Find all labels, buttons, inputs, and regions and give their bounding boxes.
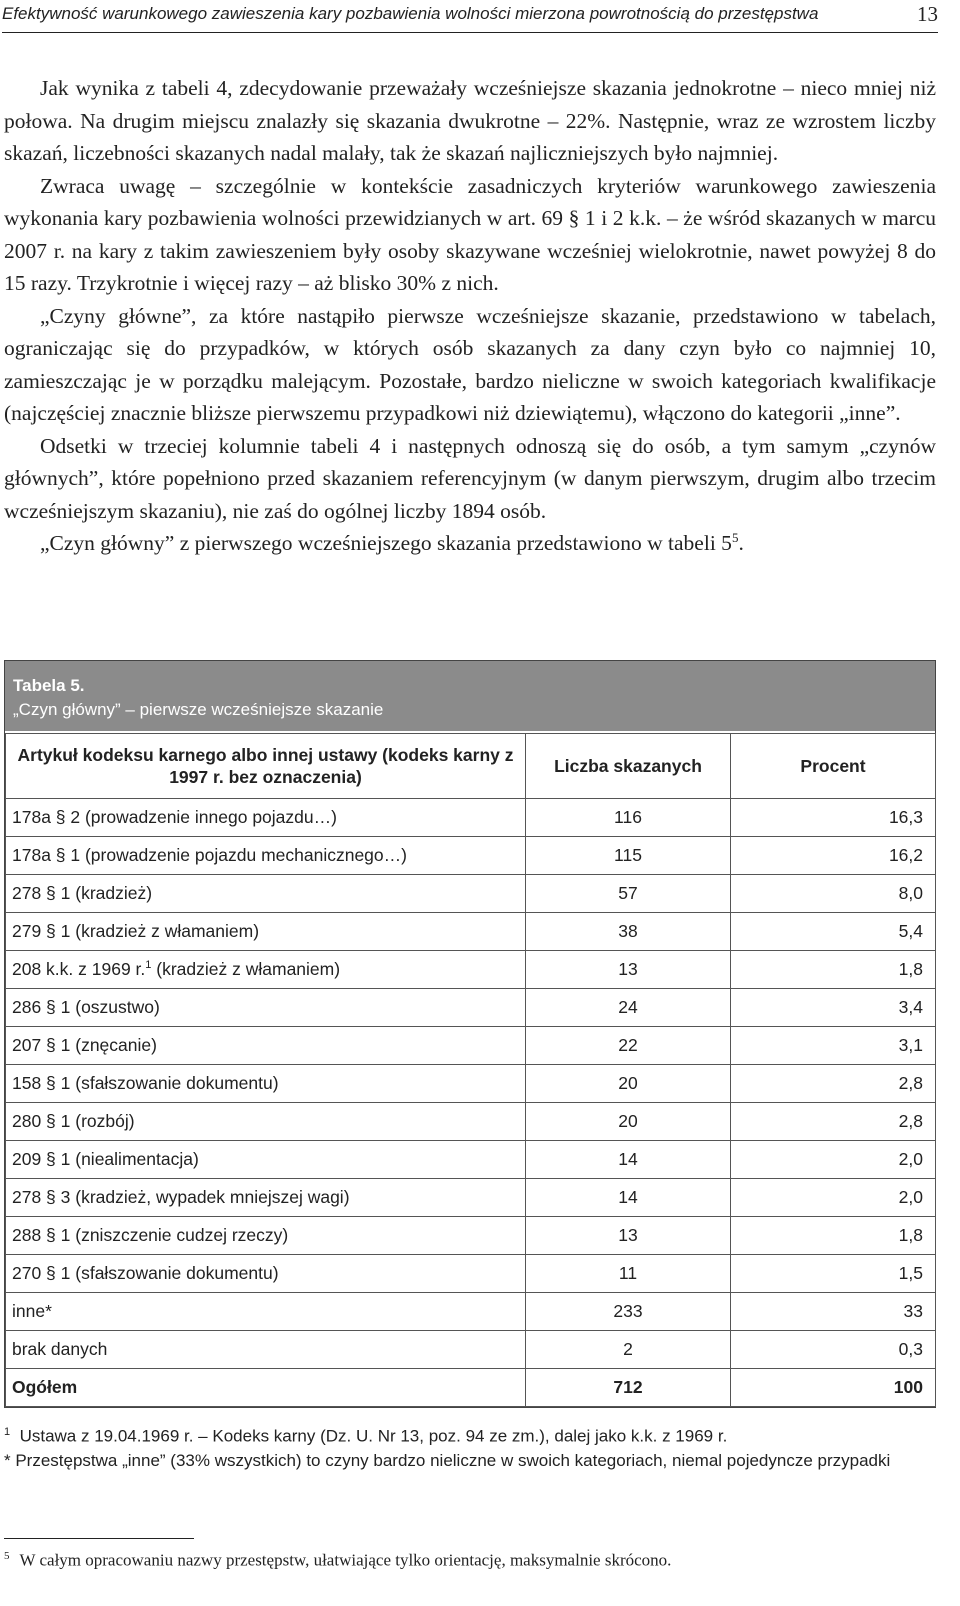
row-count: 38: [526, 913, 731, 951]
table-row: [6, 913, 936, 951]
footnote-ref-5[interactable]: 5: [731, 529, 739, 545]
table-row: [6, 1331, 936, 1369]
row-article: 178a § 2 (prowadzenie innego pojazdu…): [6, 799, 526, 837]
row-article-suffix: (kradzież z włamaniem): [151, 959, 341, 979]
table-notes: [4, 1420, 934, 1473]
table-row: [6, 1255, 936, 1293]
table-row: [6, 1065, 936, 1103]
paragraph-2: Zwraca uwagę – szczególnie w kontekście zasadniczych kryteriów warunkowego zawieszenia wykonania kary pozbawienia wolności przewidzianych w art. 69 § 1 i 2 k.k. – że wśród skazanych w marcu 2007 r. na kary z takim zawieszeniem były osoby skazywane wcześniej wielokrotnie, nawet powyżej 8 do 15 razy. Trzykrotnie i więcej razy – aż blisko 30% z nich.: [4, 173, 936, 295]
paragraph-5-end: .: [738, 531, 744, 555]
paragraph-5-text: „Czyn główny” z pierwszego wcześniejszego skazania przedstawiono w tabeli 5: [40, 531, 732, 555]
table-row: [6, 1027, 936, 1065]
table-row: [6, 989, 936, 1027]
row-count: 14: [526, 1141, 731, 1179]
row-percent: 2,8: [731, 1065, 936, 1103]
table-row: [6, 799, 936, 837]
row-count: 57: [526, 875, 731, 913]
row-article: [6, 951, 526, 989]
row-count: 13: [526, 951, 731, 989]
header-percent: Procent: [731, 734, 936, 799]
header-count: Liczba skazanych: [526, 734, 731, 799]
row-article: 209 § 1 (niealimentacja): [6, 1141, 526, 1179]
row-percent: 16,2: [731, 837, 936, 875]
running-head-title: Efektywność warunkowego zawieszenia kary pozbawienia wolności mierzona powrotnością do przestępstwa: [2, 4, 819, 23]
row-count: 22: [526, 1027, 731, 1065]
row-count: 116: [526, 799, 731, 837]
table-row: [6, 1141, 936, 1179]
row-percent: 2,8: [731, 1103, 936, 1141]
row-article: 288 § 1 (zniszczenie cudzej rzeczy): [6, 1217, 526, 1255]
table-row: [6, 837, 936, 875]
row-percent: 16,3: [731, 799, 936, 837]
paragraph-4: Odsetki w trzeciej kolumnie tabeli 4 i następnych odnoszą się do osób, a tym samym „czynów głównych”, które popełniono przed skazaniem referencyjnym (w danym pierwszym, drugim albo trzecim wcześniejszym skazaniu), nie zaś do ogólnej liczby 1894 osób.: [4, 433, 936, 523]
table-note-1-marker: 1: [4, 1426, 11, 1438]
total-count: 712: [526, 1369, 731, 1407]
row-count: 14: [526, 1179, 731, 1217]
row-article: 278 § 1 (kradzież): [6, 875, 526, 913]
header-article: Artykuł kodeksu karnego albo innej ustawy (kodeks karny z 1997 r. bez oznaczenia): [6, 734, 526, 799]
row-article: 158 § 1 (sfałszowanie dokumentu): [6, 1065, 526, 1103]
page-number: 13: [917, 2, 938, 26]
table-header-row: [6, 734, 936, 799]
row-article: 270 § 1 (sfałszowanie dokumentu): [6, 1255, 526, 1293]
row-percent: 2,0: [731, 1141, 936, 1179]
body-text: [4, 72, 936, 560]
row-article-text: 208 k.k. z 1969 r.: [12, 959, 146, 979]
row-article: 286 § 1 (oszustwo): [6, 989, 526, 1027]
row-article: 280 § 1 (rozbój): [6, 1103, 526, 1141]
paragraph-5: [4, 527, 936, 560]
row-article: 278 § 3 (kradzież, wypadek mniejszej wagi): [6, 1179, 526, 1217]
table-row: [6, 1103, 936, 1141]
row-count: 233: [526, 1293, 731, 1331]
table-total-row: [6, 1369, 936, 1407]
paragraph-3: „Czyny główne”, za które nastąpiło pierwsze wcześniejsze skazanie, przedstawiono w tabelach, ograniczając się do przypadków, w których osób skazanych za dany czyn było co najmniej 10, zamieszczając je w porządku malejącym. Pozostałe, bardzo nieliczne w swoich kategoriach kwalifikacje (najczęściej znacznie bliższe pierwszemu przypadkowi niż dziewiątemu), włączono do kategorii „inne”.: [4, 303, 936, 425]
row-article: inne*: [6, 1293, 526, 1331]
table-note-2: * Przestępstwa „inne” (33% wszystkich) to czyny bardzo nieliczne w swoich kategoriach, niemal pojedyncze przypadki: [4, 1450, 891, 1470]
table-row: [6, 1217, 936, 1255]
table-label: Tabela 5.: [13, 676, 85, 695]
table-5: [4, 660, 936, 1408]
row-note-ref: 1: [145, 959, 152, 972]
row-article: brak danych: [6, 1331, 526, 1369]
row-count: 24: [526, 989, 731, 1027]
row-percent: 1,5: [731, 1255, 936, 1293]
table-row: [6, 1293, 936, 1331]
row-count: 115: [526, 837, 731, 875]
row-percent: 1,8: [731, 1217, 936, 1255]
table-note-1-text: Ustawa z 19.04.1969 r. – Kodeks karny (Dz. U. Nr 13, poz. 94 ze zm.), dalej jako k.k. z 1969 r.: [19, 1426, 728, 1446]
row-percent: 1,8: [731, 951, 936, 989]
row-count: 2: [526, 1331, 731, 1369]
row-count: 11: [526, 1255, 731, 1293]
row-percent: 3,4: [731, 989, 936, 1027]
row-percent: 0,3: [731, 1331, 936, 1369]
row-percent: 8,0: [731, 875, 936, 913]
footnote-5: [4, 1545, 934, 1572]
row-percent: 5,4: [731, 913, 936, 951]
paragraph-1: Jak wynika z tabeli 4, zdecydowanie przeważały wcześniejsze skazania jednokrotne – nieco mniej niż połowa. Na drugim miejscu znalazły się skazania dwukrotne – 22%. Następnie, wraz ze wzrostem liczby skazań, liczebności skazanych nadal malały, tak że skazań najliczniejszych było najmniej.: [4, 76, 936, 165]
table-caption: [5, 661, 935, 733]
table-row: [6, 1179, 936, 1217]
running-head: [2, 2, 938, 33]
table-body: [6, 799, 936, 1407]
table-row: [6, 875, 936, 913]
footnote-text: W całym opracowaniu nazwy przestępstw, ułatwiające tylko orientację, maksymalnie skrócono.: [19, 1550, 672, 1570]
row-percent: 3,1: [731, 1027, 936, 1065]
total-percent: 100: [731, 1369, 936, 1407]
row-article: 207 § 1 (znęcanie): [6, 1027, 526, 1065]
row-percent: 2,0: [731, 1179, 936, 1217]
table-row: [6, 951, 936, 989]
footnote-divider: [4, 1538, 194, 1539]
row-count: 20: [526, 1103, 731, 1141]
data-table: [5, 733, 936, 1407]
row-article: 279 § 1 (kradzież z włamaniem): [6, 913, 526, 951]
row-count: 13: [526, 1217, 731, 1255]
row-percent: 33: [731, 1293, 936, 1331]
table-note-1: [4, 1420, 934, 1449]
row-article: 178a § 1 (prowadzenie pojazdu mechanicznego…): [6, 837, 526, 875]
footnote-marker: 5: [4, 1550, 10, 1562]
total-label: Ogółem: [6, 1369, 526, 1407]
row-count: 20: [526, 1065, 731, 1103]
table-title: „Czyn główny” – pierwsze wcześniejsze skazanie: [13, 700, 384, 719]
